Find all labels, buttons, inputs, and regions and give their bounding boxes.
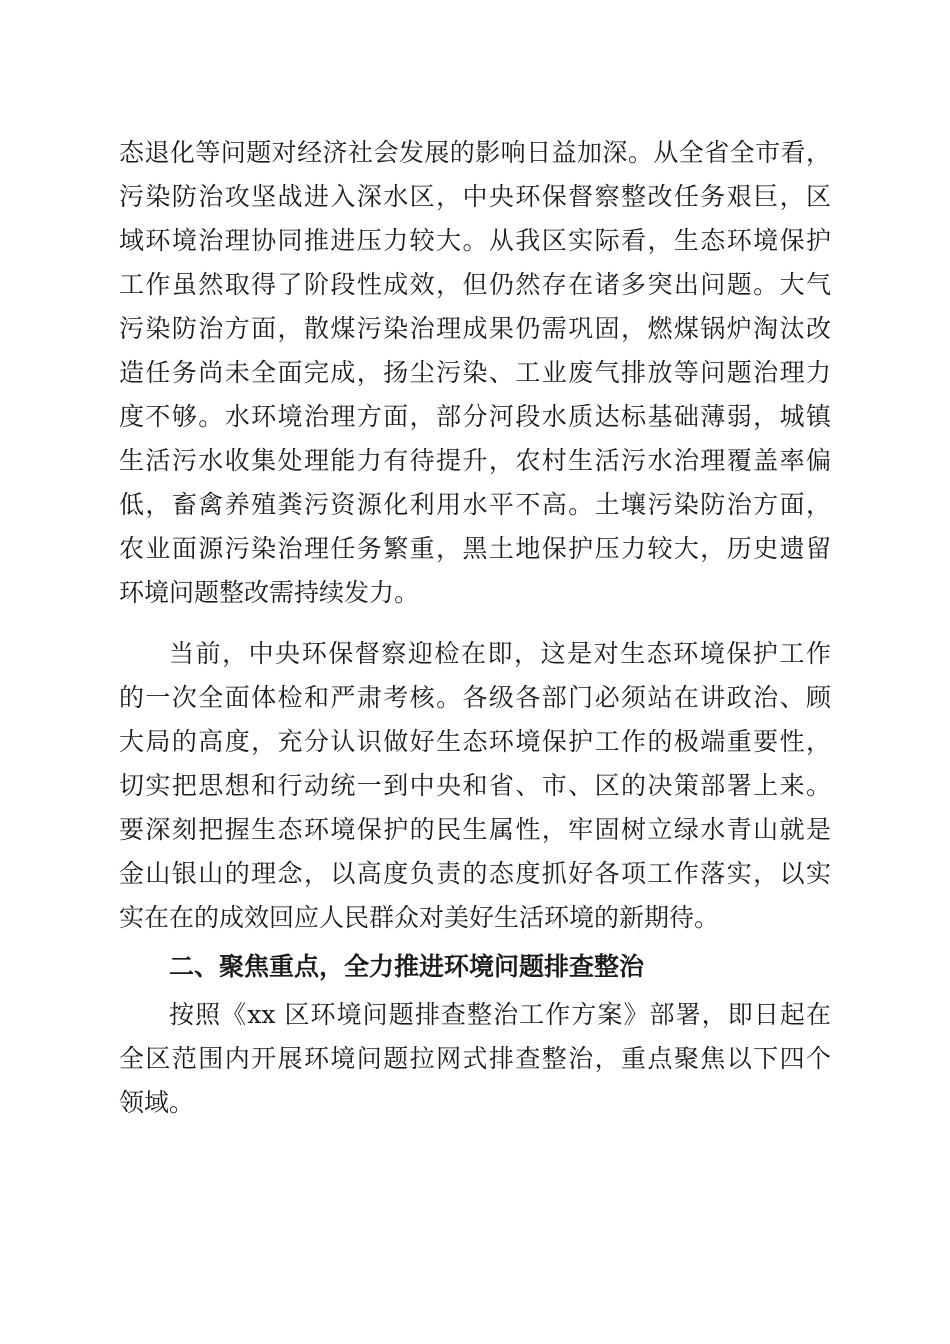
text-line: 环境问题整改需持续发力。 [119,578,420,607]
text-line: 农业面源污染治理任务繁重，黑土地保护压力较大，历史遗留 [119,534,831,563]
text-line: 领域。 [119,1088,195,1117]
section-heading: 二、聚焦重点，全力推进环境问题排查整治 [169,952,645,981]
text-line: 的一次全面体检和严肃考核。各级各部门必须站在讲政治、顾 [119,683,831,712]
text-line: 污染防治方面，散煤污染治理成果仍需巩固，燃煤锅炉淘汰改 [119,314,831,343]
text-line: 低，畜禽养殖粪污资源化利用水平不高。土壤污染防治方面， [119,490,831,519]
text-line: 生活污水收集处理能力有待提升，农村生活污水治理覆盖率偏 [119,446,831,475]
text-line: 实在在的成效回应人民群众对美好生活环境的新期待。 [119,903,720,932]
text-line: 全区范围内开展环境问题拉网式排查整治，重点聚焦以下四个 [119,1044,831,1073]
text-line: 当前，中央环保督察迎检在即，这是对生态环境保护工作 [169,639,831,668]
text-line: 金山银山的理念，以高度负责的态度抓好各项工作落实，以实 [119,859,831,888]
text-line: 要深刻把握生态环境保护的民生属性，牢固树立绿水青山就是 [119,815,831,844]
text-line: 工作虽然取得了阶段性成效，但仍然存在诸多突出问题。大气 [119,270,831,299]
text-line: 切实把思想和行动统一到中央和省、市、区的决策部署上来。 [119,771,831,800]
text-line: 污染防治攻坚战进入深水区，中央环保督察整改任务艰巨，区 [119,182,831,211]
text-line: 大局的高度，充分认识做好生态环境保护工作的极端重要性， [119,727,831,756]
text-line: 度不够。水环境治理方面，部分河段水质达标基础薄弱，城镇 [119,402,831,431]
text-line: 按照《xx 区环境问题排查整治工作方案》部署，即日起在 [169,1000,831,1029]
text-line: 域环境治理协同推进压力较大。从我区实际看，生态环境保护 [119,226,831,255]
text-line: 态退化等问题对经济社会发展的影响日益加深。从全省全市看， [119,138,831,167]
text-line: 造任务尚未全面完成，扬尘污染、工业废气排放等问题治理力 [119,358,831,387]
